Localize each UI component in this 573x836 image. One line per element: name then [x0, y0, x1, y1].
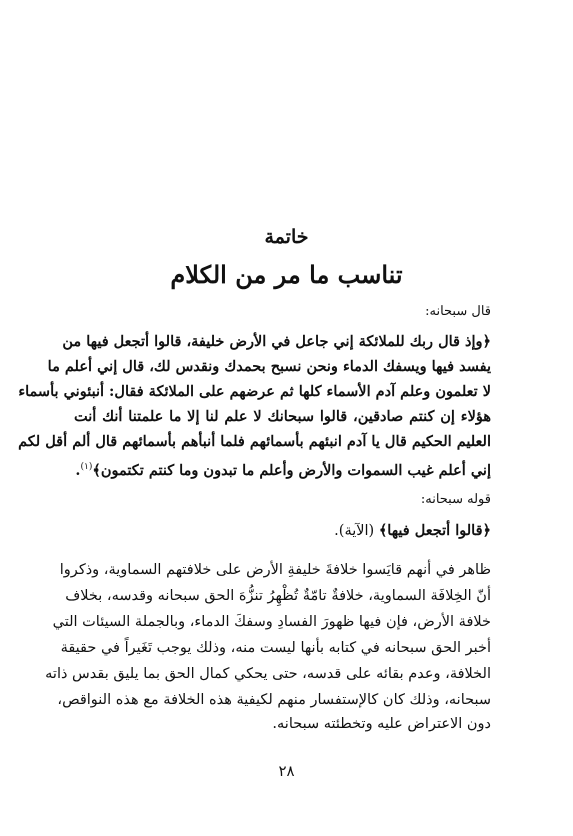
- verse-line-6: [74, 457, 491, 481]
- intro-text-2: قوله سبحانه:: [420, 492, 491, 507]
- page-number: ٢٨: [278, 762, 295, 780]
- quoted-verse-text: ﴿قالوا أتجعل فيها﴾: [378, 522, 491, 539]
- verse-line-1: ﴿وإذ قال ربك للملائكة إني جاعل في الأرض خليفة، قالوا أتجعل فيها من: [62, 333, 491, 350]
- commentary-line-3: خلافة الأرض، فإن فيها ظهورَ الفسادِ وسفكَ الدماء، وبالجملة السيئات التي: [52, 614, 491, 630]
- quoted-verse: [74, 521, 491, 541]
- verse-line-4: هؤلاء إن كنتم صادقين، قالوا سبحانك لا علم لنا إلا ما علمتنا أنك أنت: [74, 408, 491, 425]
- verse-line-3: لا تعلمون وعلم آدم الأسماء كلها ثم عرضهم على الملائكة فقال: أنبئوني بأسماء: [18, 383, 491, 400]
- commentary-line-7: دون الاعتراض عليه وتخطئته سبحانه.: [272, 716, 491, 732]
- commentary-line-6: سبحانه، وذلك كان كالإستفسار منهم لكيفية هذه الخلافة مع هذه النواقص،: [57, 692, 491, 708]
- quoted-verse-note: (الآية).: [334, 523, 379, 539]
- commentary-line-5: الخلافة، وعدم بقائه على قدسه، حتى يحكي كمال الحق بما يليق بقدس ذاته: [45, 666, 491, 682]
- commentary-line-2: أنّ الخِلافَة السماوية، خلافةٌ تامّةٌ تُظْهِرُ تنزُّهَ الحق سبحانه وقدسه، بخلاف: [65, 588, 491, 604]
- verse-line-5: العليم الحكيم قال يا آدم انبئهم بأسمائهم فلما أنبأهم بأسمائهم قال ألم أقل لكم: [18, 433, 491, 450]
- verse-end: .: [75, 461, 81, 479]
- section-title: تناسب ما مر من الكلام: [170, 260, 403, 289]
- footnote-marker: (١): [80, 462, 93, 472]
- verse-line-2: يفسد فيها ويسفك الدماء ونحن نسبح بحمدك ونقدس لك، قال إني أعلم ما: [47, 358, 491, 375]
- chapter-heading: خاتمة: [264, 226, 309, 248]
- verse-line-6-text: إني أعلم غيب السموات والأرض وأعلم ما تبدون وما كنتم تكتمون﴾: [92, 461, 491, 479]
- commentary-line-1: ظاهر في أنهم قايَسوا خلافةَ خليفةِ الأرض على خلافتهم السماوية، وذكروا: [59, 562, 491, 578]
- intro-text-1: قال سبحانه:: [425, 304, 491, 319]
- commentary-line-4: أخبر الحق سبحانه في كتابه بأنها ليست منه، وذلك يوجب تَغَيراً في حقيقة: [60, 640, 491, 656]
